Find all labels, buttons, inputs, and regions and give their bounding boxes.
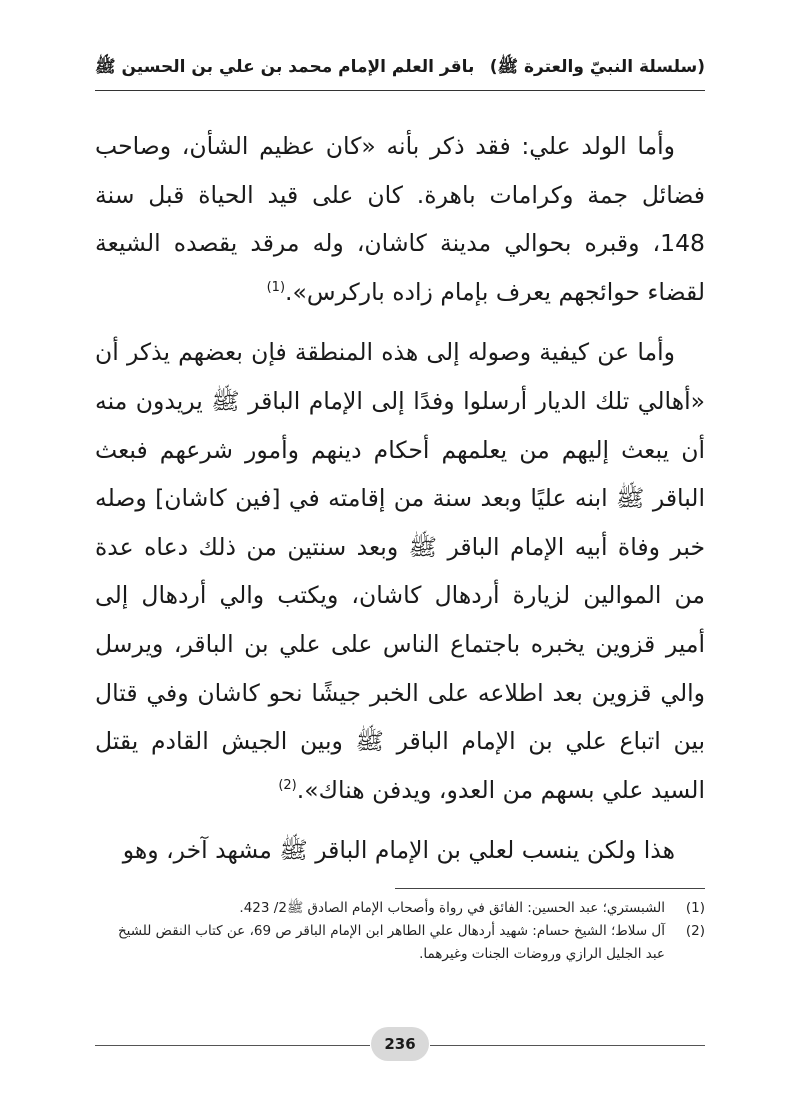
book-title: باقر العلم الإمام محمد بن علي بن الحسين ﷺ bbox=[95, 57, 475, 77]
page-footer bbox=[95, 1027, 705, 1063]
series-title: (سلسلة النبيّ والعترة ﷺ) bbox=[489, 57, 705, 77]
running-header bbox=[95, 48, 705, 92]
footnotes bbox=[95, 897, 705, 966]
footnote-number: (1) bbox=[685, 900, 705, 916]
page-number: 236 bbox=[371, 1027, 429, 1061]
footnote-1 bbox=[95, 897, 705, 920]
paragraph-3: هذا ولكن ينسب لعلي بن الإمام الباقر ﷺ مشهد آخر، وهو bbox=[122, 836, 675, 865]
header-rule bbox=[95, 90, 705, 91]
footnote-2 bbox=[95, 920, 705, 966]
footnote-ref-2[interactable]: (2) bbox=[278, 777, 297, 793]
footer-rule-left bbox=[95, 1045, 370, 1046]
footer-rule-right bbox=[430, 1045, 705, 1046]
footnote-text: الشبستري؛ عبد الحسين: الفائق في رواة وأصحاب الإمام الصادق ﷺ2/ 423. bbox=[239, 900, 665, 916]
footnote-rule bbox=[395, 888, 705, 889]
footnote-text: آل سلاط؛ الشيخ حسام: شهيد أردهال علي الطاهر ابن الإمام الباقر ص 69، عن كتاب النقض للشيخ عبد الجليل الرازي وروضات الجنات وغيرهما. bbox=[117, 923, 665, 962]
footnote-ref-1[interactable]: (1) bbox=[266, 279, 286, 295]
main-text bbox=[95, 122, 705, 887]
footnote-number: (2) bbox=[685, 923, 705, 939]
paragraph-1: وأما الولد علي: فقد ذكر بأنه «كان عظيم الشأن، وصاحب فضائل جمة وكرامات باهرة. كان على قيد الحياة قبل سنة 148، وقبره بحوالي مدينة كاشان، وله مرقد يقصده الشيعة لقضاء حوائجهم يعرف بإمام زاده باركرس».$^{(1)}$ bbox=[95, 132, 705, 306]
paragraph-2: وأما عن كيفية وصوله إلى هذه المنطقة فإن بعضهم يذكر أن «أهالي تلك الديار أرسلوا وفدًا إلى الإمام الباقر ﷺ يريدون منه أن يبعث إليهم من يعلمهم أحكام دينهم وأمور شرعهم فبعث الباقر ﷺ ابنه عليًا وبعد سنة من إقامته في [فين كاشان] وصله خبر وفاة أبيه الإمام الباقر ﷺ وبعد سنتين من ذلك دعاه عدة من الموالين لزيارة أردهال كاشان، ويكتب والي أردهال إلى أمير قزوين يخبره باجتماع الناس على علي بن الباقر، ويرسل والي قزوين بعد اطلاعه على الخبر جيشًا نحو كاشان وفي قتال بين اتباع علي بن الإمام الباقر ﷺ وبين الجيش القادم يقتل السيد علي بسهم من العدو، ويدفن هناك».$^{(2)}$ bbox=[95, 338, 705, 804]
